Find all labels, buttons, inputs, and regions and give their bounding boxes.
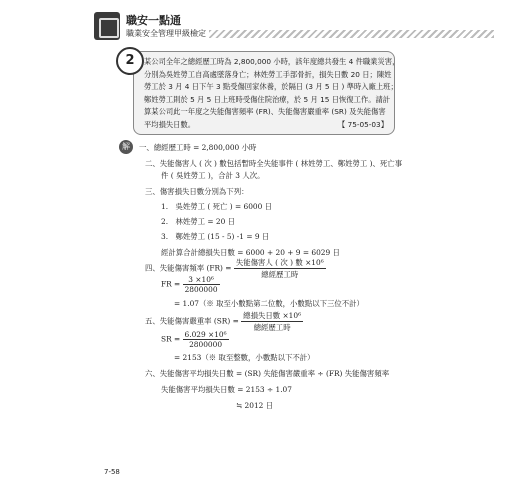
answer-line-2b: 件 ( 吳姓勞工 )，合計 3 人次。 — [161, 171, 265, 180]
answer-icon: 解 — [119, 140, 133, 154]
sr-result: = 2153（※ 取至整數，小數點以下不計） — [174, 353, 315, 362]
question-number: 2 — [116, 47, 144, 75]
question-line: 分別為吳姓勞工自高處墜落身亡；林姓勞工手部骨折，損失日數 20 日；陳姓 — [144, 69, 392, 79]
fr-calc-fraction — [183, 275, 220, 294]
sr-calc-denominator: 2800000 — [189, 340, 223, 349]
fr-result: = 1.07（※ 取至小數點第二位數，小數點以下三位不計） — [174, 299, 364, 308]
fr-fraction — [234, 257, 326, 280]
sr-calc — [161, 330, 229, 349]
answer-line-6c: ≒ 2012 日 — [236, 401, 274, 410]
sr-label: 五、失能傷害嚴重率 (SR) = — [145, 316, 239, 326]
answer-item-3: 3. 鄭姓勞工 (15 - 5) -1 = 9 日 — [161, 232, 270, 241]
question-line: 鄭姓勞工則於 5 月 5 日上班時受傷住院治療，於 5 月 15 日恢復工作。請計 — [144, 94, 391, 104]
answer-line-2a: 二、失能傷害人 ( 次 ) 數包括暫時全失能事件 ( 林姓勞工、鄭姓勞工 )、死亡事 — [145, 159, 403, 168]
sr-numerator: 總損失日數 ×10⁶ — [243, 311, 302, 320]
book-logo-icon — [94, 12, 120, 40]
fr-calc — [161, 275, 220, 294]
answer-line-1: 一、總經歷工時 = 2,800,000 小時 — [139, 143, 257, 152]
fr-label: 四、失能傷害頻率 (FR) = — [145, 263, 232, 273]
fr-numerator: 失能傷害人 ( 次 ) 數 ×10⁶ — [235, 258, 324, 267]
fr-denominator: 總經歷工時 — [261, 270, 299, 279]
answer-line-3: 三、傷害損失日數分別為下列： — [145, 187, 249, 196]
answer-line-6a: 六、失能傷害平均損失日數 = (SR) 失能傷害嚴重率 ÷ (FR) 失能傷害頻率 — [145, 369, 390, 378]
answer-line-6b: 失能傷害平均損失日數 = 2153 ÷ 1.07 — [161, 385, 292, 394]
fr-calc-label: FR = — [161, 279, 181, 289]
question-line: 算某公司此一年度之失能傷害頻率 (FR)、失能傷害嚴重率 (SR) 及失能傷害 — [144, 107, 386, 117]
question-line: 勞工於 3 月 4 日下午 3 點受傷回家休養，於隔日 (3 月 5 日 ) 準時入廠上班； — [144, 82, 398, 92]
page-header — [94, 12, 494, 42]
header-title: 職安一點通 — [126, 14, 181, 27]
header-stripe — [209, 30, 494, 38]
sr-calc-fraction — [183, 330, 229, 349]
answer-item-1: 1. 吳姓勞工 ( 死亡 ) = 6000 日 — [161, 202, 273, 211]
page-number: 7-58 — [104, 468, 120, 476]
fr-calc-numerator: 3 ×10⁶ — [183, 275, 220, 285]
sr-calc-numerator: 6.029 ×10⁶ — [184, 330, 227, 339]
answer-total: 經計算合計總損失日數 = 6000 + 20 + 9 = 6029 日 — [161, 248, 340, 257]
fr-calc-denominator: 2800000 — [184, 285, 218, 294]
question-text — [144, 56, 400, 132]
question-line: 某公司全年之總經歷工時為 2,800,000 小時，該年度總共發生 4 件職業災害， — [144, 57, 400, 66]
question-code: 【 75-05-03】 — [337, 119, 388, 129]
header-subtitle: 職業安全管理甲級檢定 — [126, 29, 206, 38]
sr-fraction — [241, 310, 303, 333]
sr-denominator: 總經歷工時 — [253, 323, 291, 332]
question-line-last — [144, 119, 388, 132]
question-last-text: 平均損失日數。 — [144, 119, 196, 129]
sr-calc-label: SR = — [161, 334, 181, 344]
answer-item-2: 2. 林姓勞工 = 20 日 — [161, 217, 236, 226]
